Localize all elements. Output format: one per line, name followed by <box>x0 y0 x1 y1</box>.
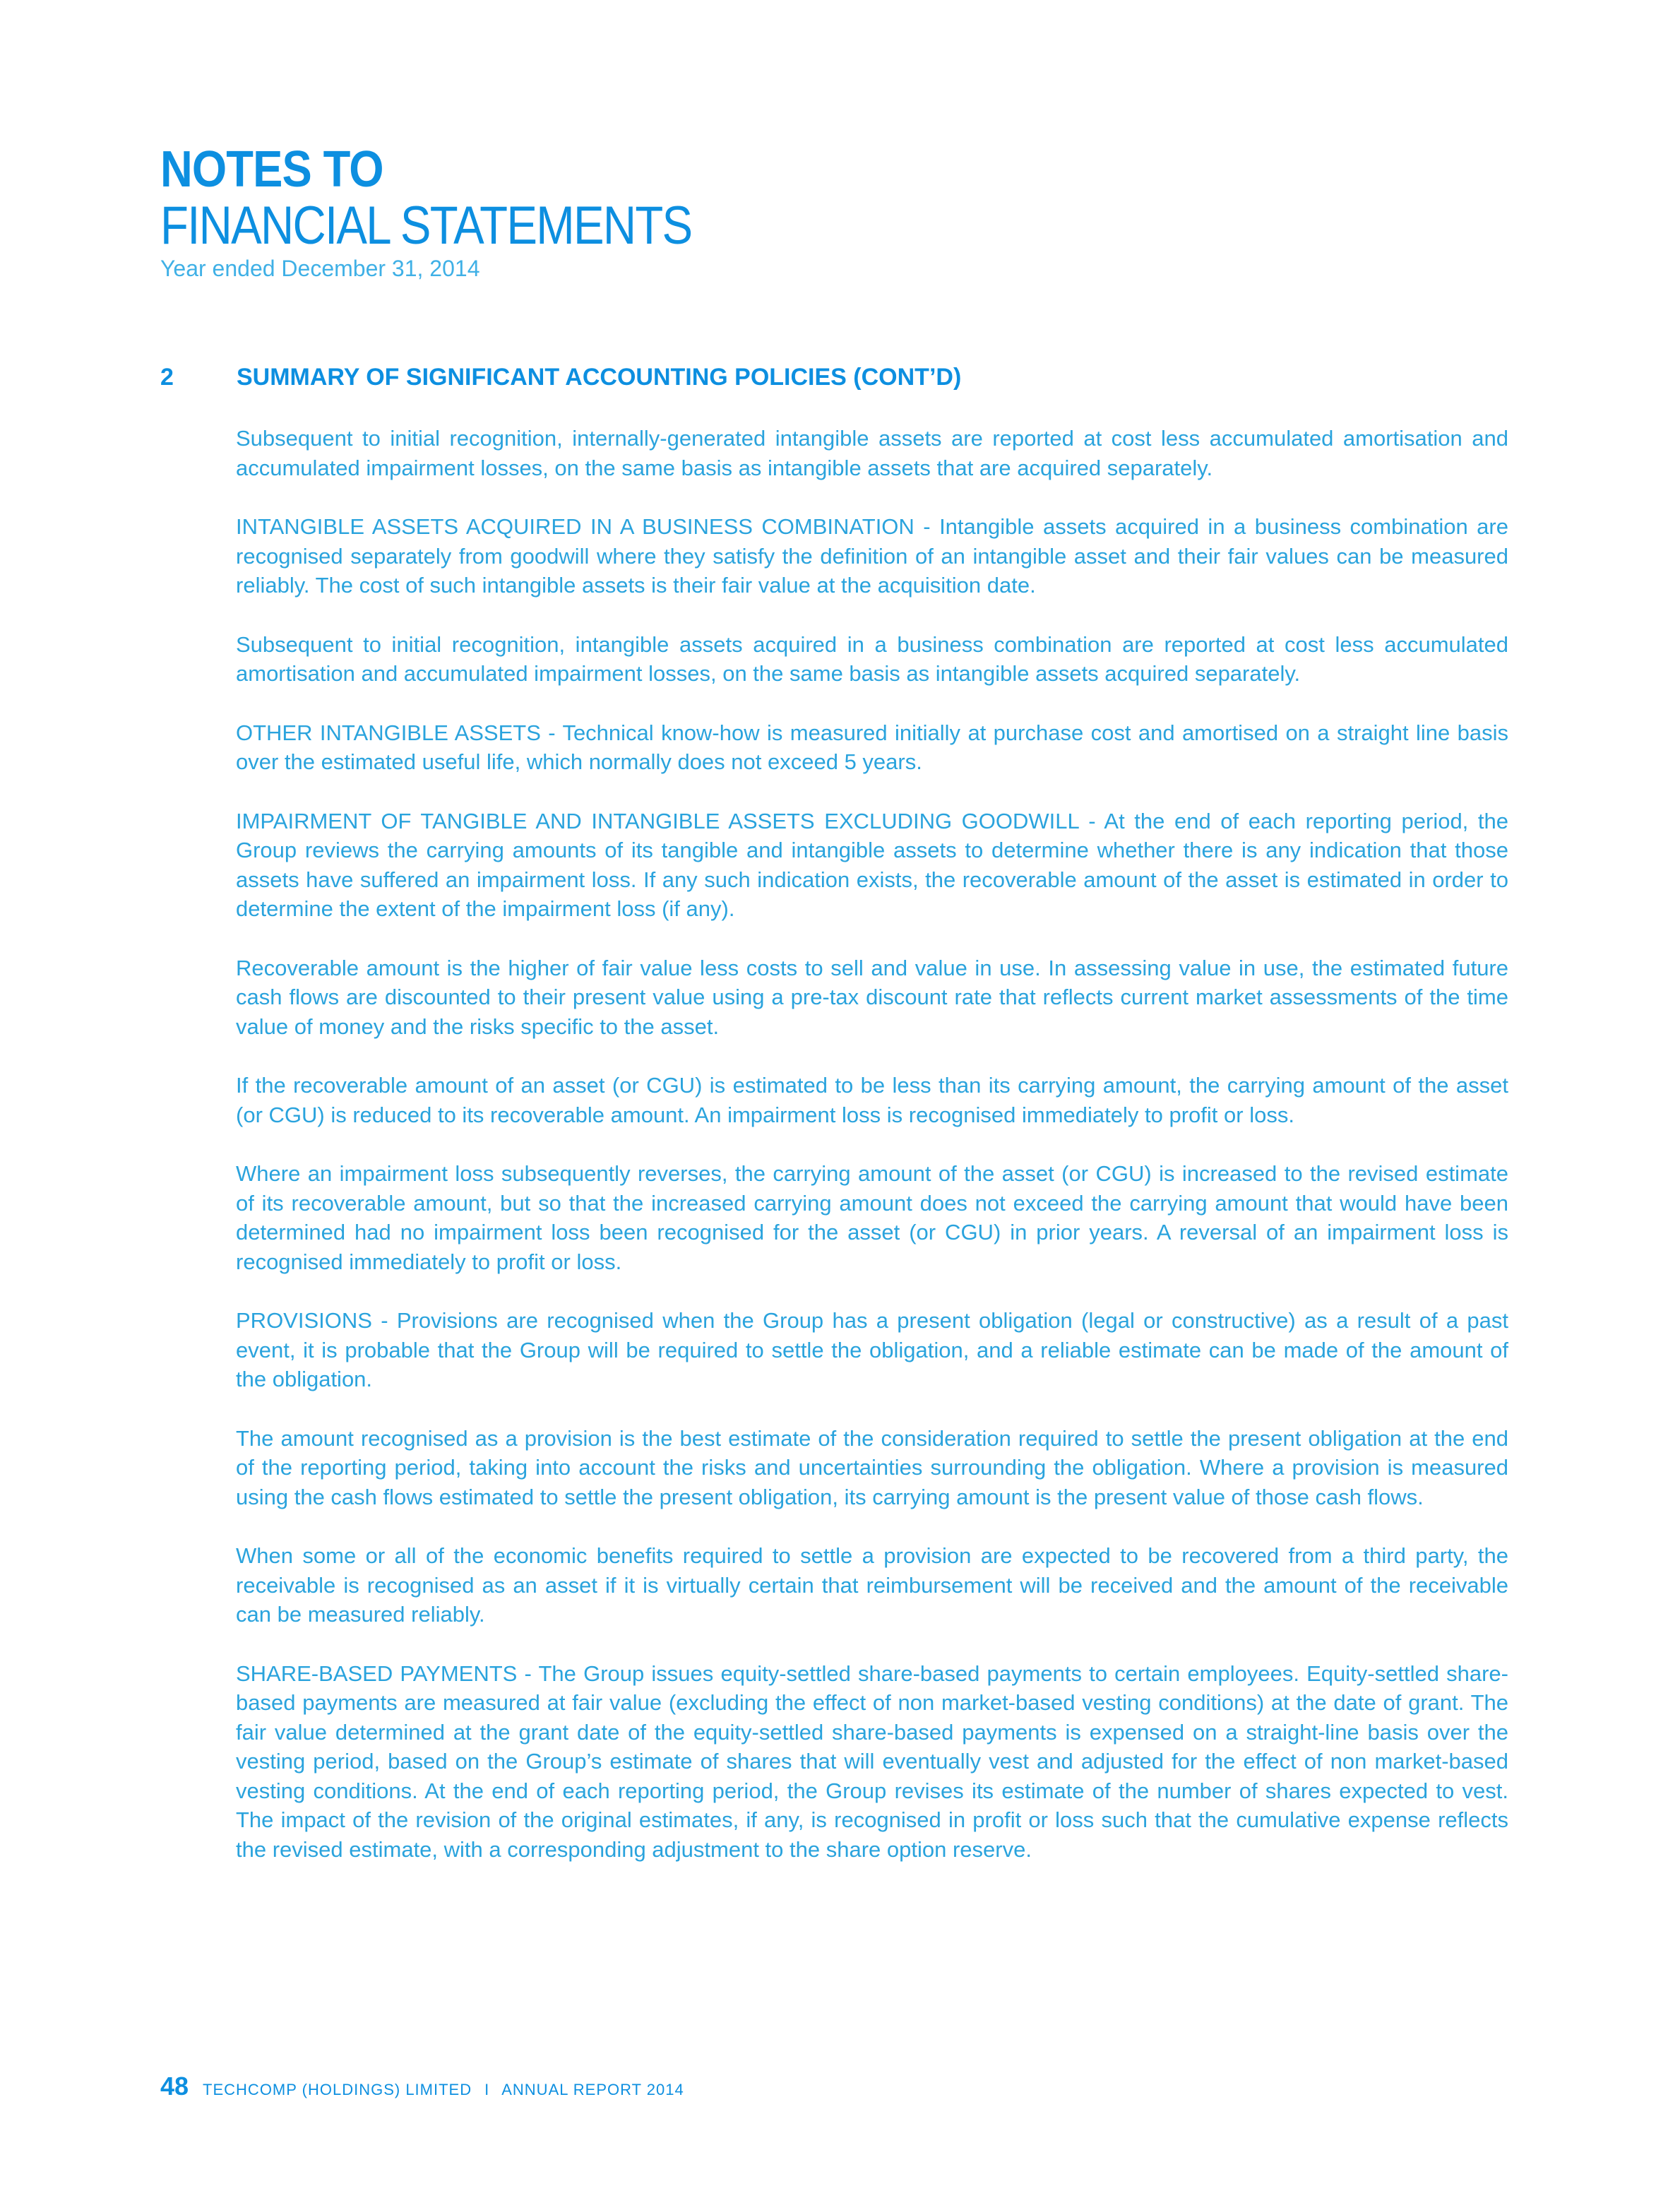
page-number: 48 <box>160 2072 189 2101</box>
paragraph: When some or all of the economic benefits required to settle a provision are expected to be recovered from a third party, the receivable is recognised as an asset if it is virtually certain that reimbursement will be received and the amount of the receivable can be measured reliably. <box>236 1543 1508 1627</box>
section-number: 2 <box>160 364 174 391</box>
paragraph: Subsequent to initial recognition, internally-generated intangible assets are reported at cost less accumulated amortisation and accumulated impairment losses, on the same basis as intangible assets that are acquired separately. <box>236 426 1508 480</box>
footer-report: ANNUAL REPORT 2014 <box>501 2081 684 2098</box>
paragraph: If the recoverable amount of an asset (or CGU) is estimated to be less than its carrying amount, the carrying amount of the asset (or CGU) is reduced to its recoverable amount. An impairment loss is recognised immediately to profit or loss. <box>236 1073 1508 1127</box>
paragraph: PROVISIONS - Provisions are recognised when the Group has a present obligation (legal or constructive) as a result of a past event, it is probable that the Group will be required to settle the obligation, and a reliable estimate can be made of the amount of the obligation. <box>236 1308 1508 1391</box>
title-year-ended: Year ended December 31, 2014 <box>160 256 480 281</box>
paragraph: SHARE-BASED PAYMENTS - The Group issues equity-settled share-based payments to certain employees. Equity-settled share-based payments are measured at fair value (excluding the effect of non market-based vesting conditions) at the date of grant. The fair value determined at the grant date of the equity-settled share-based payments is expensed on a straight-line basis over the vesting period, based on the Group’s estimate of shares that will eventually vest and adjusted for the effect of non market-based vesting conditions. At the end of each reporting period, the Group revises its estimate of the number of shares expected to vest. The impact of the revision of the original estimates, if any, is recognised in profit or loss such that the cumulative expense reflects the revised estimate, with a corresponding adjustment to the share option reserve. <box>236 1661 1508 1862</box>
paragraph: Subsequent to initial recognition, intangible assets acquired in a business combination are reported at cost less accumulated amortisation and accumulated impairment losses, on the same basis as intangible assets acquired separately. <box>236 631 1508 686</box>
page-header <box>160 141 1008 283</box>
paragraph: Recoverable amount is the higher of fair value less costs to sell and value in use. In assessing value in use, the estimated future cash flows are discounted to their present value using a pre-tax discount rate that reflects current market assessments of the time value of money and the risks specific to the asset. <box>236 955 1508 1039</box>
footer-company: TECHCOMP (HOLDINGS) LIMITED <box>203 2081 472 2098</box>
section-body <box>236 424 1508 1894</box>
paragraph: Where an impairment loss subsequently reverses, the carrying amount of the asset (or CGU) is increased to the revised estimate of its recoverable amount, but so that the increased carrying amount does not exceed the carrying amount that would have been determined had no impairment loss been recognised for the asset (or CGU) in prior years. A reversal of an impairment loss is recognised immediately to profit or loss. <box>236 1161 1508 1274</box>
section-header <box>160 362 1573 393</box>
footer-separator: I <box>484 2081 489 2098</box>
paragraph: INTANGIBLE ASSETS ACQUIRED IN A BUSINESS COMBINATION - Intangible assets acquired in a business combination are recognised separately from goodwill where they satisfy the definition of an intangible asset and their fair values can be measured reliably. The cost of such intangible assets is their fair value at the acquisition date. <box>236 514 1508 598</box>
paragraph: OTHER INTANGIBLE ASSETS - Technical know-how is measured initially at purchase cost and amortised on a straight line basis over the estimated useful life, which normally does not exceed 5 years. <box>236 720 1508 774</box>
title-financial-statements: FINANCIAL STATEMENTS <box>160 196 692 256</box>
paragraph: IMPAIRMENT OF TANGIBLE AND INTANGIBLE ASSETS EXCLUDING GOODWILL - At the end of each reporting period, the Group reviews the carrying amounts of its tangible and intangible assets to determine whether there is any indication that those assets have suffered an impairment loss. If any such indication exists, the recoverable amount of the asset is estimated in order to determine the extent of the impairment loss (if any). <box>236 808 1508 921</box>
page-footer <box>160 2072 684 2101</box>
paragraph: The amount recognised as a provision is the best estimate of the consideration required to settle the present obligation at the end of the reporting period, taking into account the risks and uncertainties surrounding the obligation. Where a provision is measured using the cash flows estimated to settle the present obligation, its carrying amount is the present value of those cash flows. <box>236 1425 1508 1509</box>
title-notes-to: NOTES TO <box>160 141 383 198</box>
section-heading: SUMMARY OF SIGNIFICANT ACCOUNTING POLICIES (CONT’D) <box>237 364 962 391</box>
